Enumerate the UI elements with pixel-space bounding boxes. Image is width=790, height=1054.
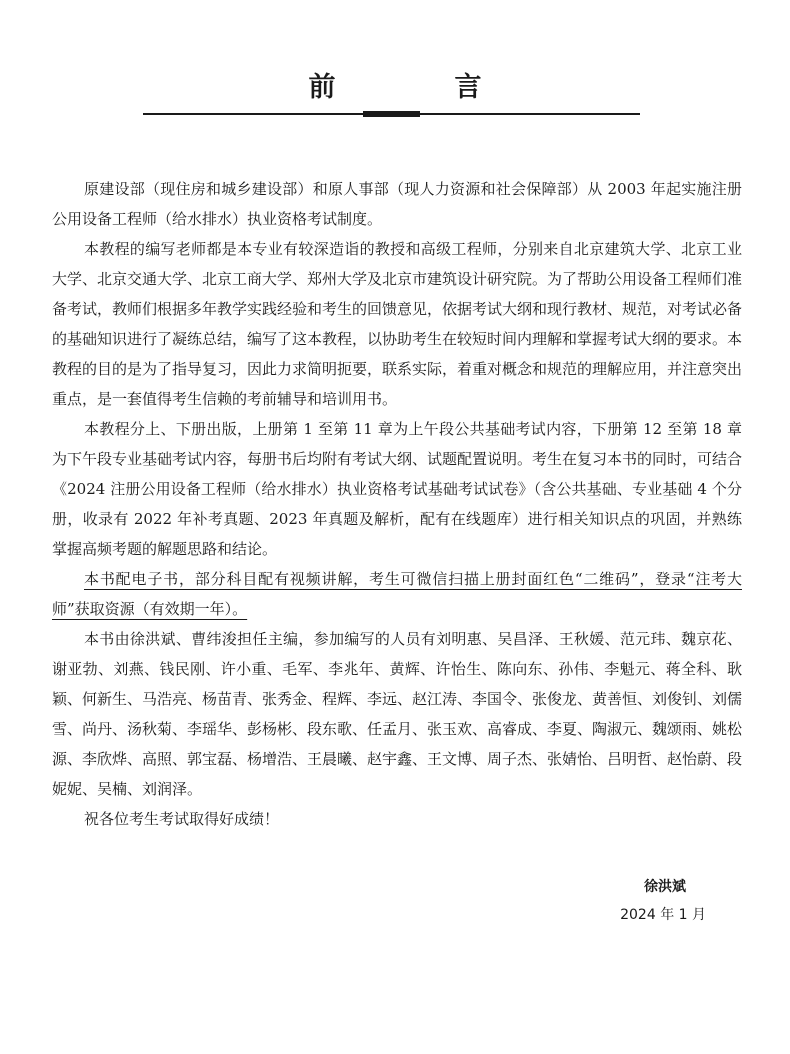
paragraph-closing: 祝各位考生考试取得好成绩！ <box>84 810 280 828</box>
preface-body <box>52 174 742 834</box>
paragraph-volumes: 本教程分上、下册出版，上册第 1 至第 11 章为上午段公共基础考试内容，下册第 12 至第 18 章为下午段专业基础考试内容，每册书后均附有考试大纲、试题配置说明。考生在复习本书的同时，可结合《2024 注册公用设备工程师（给水排水）执业资格考试基础考试试卷》（含公共基础、专业基础 4 个分册，收录有 2022 年补考真题、2023 年真题及解析，配有在线题库）进行相关知识点的巩固，并熟练掌握高频考题的解题思路和结论。 <box>52 420 743 558</box>
signature-author: 徐洪斌 <box>644 879 686 895</box>
paragraph-authors-intro: 本教程的编写老师都是本专业有较深造诣的教授和高级工程师，分别来自北京建筑大学、北京工业大学、北京交通大学、北京工商大学、郑州大学及北京市建筑设计研究院。为了帮助公用设备工程师们准备考试，教师们根据多年教学实践经验和考生的回馈意见，依据考试大纲和现行教材、规范，对考试必备的基础知识进行了凝练总结，编写了这本教程，以协助考生在较短时间内理解和掌握考试大纲的要求。本教程的目的是为了指导复习，因此力求简明扼要，联系实际，着重对概念和规范的理解应用，并注意突出重点，是一套值得考生信赖的考前辅导和培训用书。 <box>52 240 743 408</box>
paragraph-contributors: 本书由徐洪斌、曹纬浚担任主编，参加编写的人员有刘明惠、吴昌泽、王秋媛、范元玮、魏京花、谢亚勃、刘燕、钱民刚、许小重、毛军、李兆年、黄辉、许怡生、陈向东、孙伟、李魁元、蒋全科、耿颖、何新生、马浩亮、杨苗青、张秀金、程辉、李远、赵江涛、李国令、张俊龙、黄善恒、刘俊钊、刘儒雪、尚丹、汤秋菊、李瑶华、彭杨彬、段东歌、任孟月、张玉欢、高睿成、李夏、陶淑元、魏颂雨、姚松源、李欣烨、高照、郭宝磊、杨增浩、王晨曦、赵宇鑫、王文博、周子杰、张婧怡、吕明哲、赵怡蔚、段妮妮、吴楠、刘润泽。 <box>52 630 743 798</box>
title-rule-accent <box>363 111 420 117</box>
signature-date: 2024 年 1 月 <box>620 907 706 923</box>
page-title: 前 言 <box>308 72 528 103</box>
paragraph-history: 原建设部（现住房和城乡建设部）和原人事部（现人力资源和社会保障部）从 2003 年起实施注册公用设备工程师（给水排水）执业资格考试制度。 <box>52 180 742 228</box>
paragraph-ebook-note: 本书配电子书，部分科目配有视频讲解，考生可微信扫描上册封面红色“二维码”，登录“注考大师”获取资源（有效期一年）。 <box>52 570 742 618</box>
